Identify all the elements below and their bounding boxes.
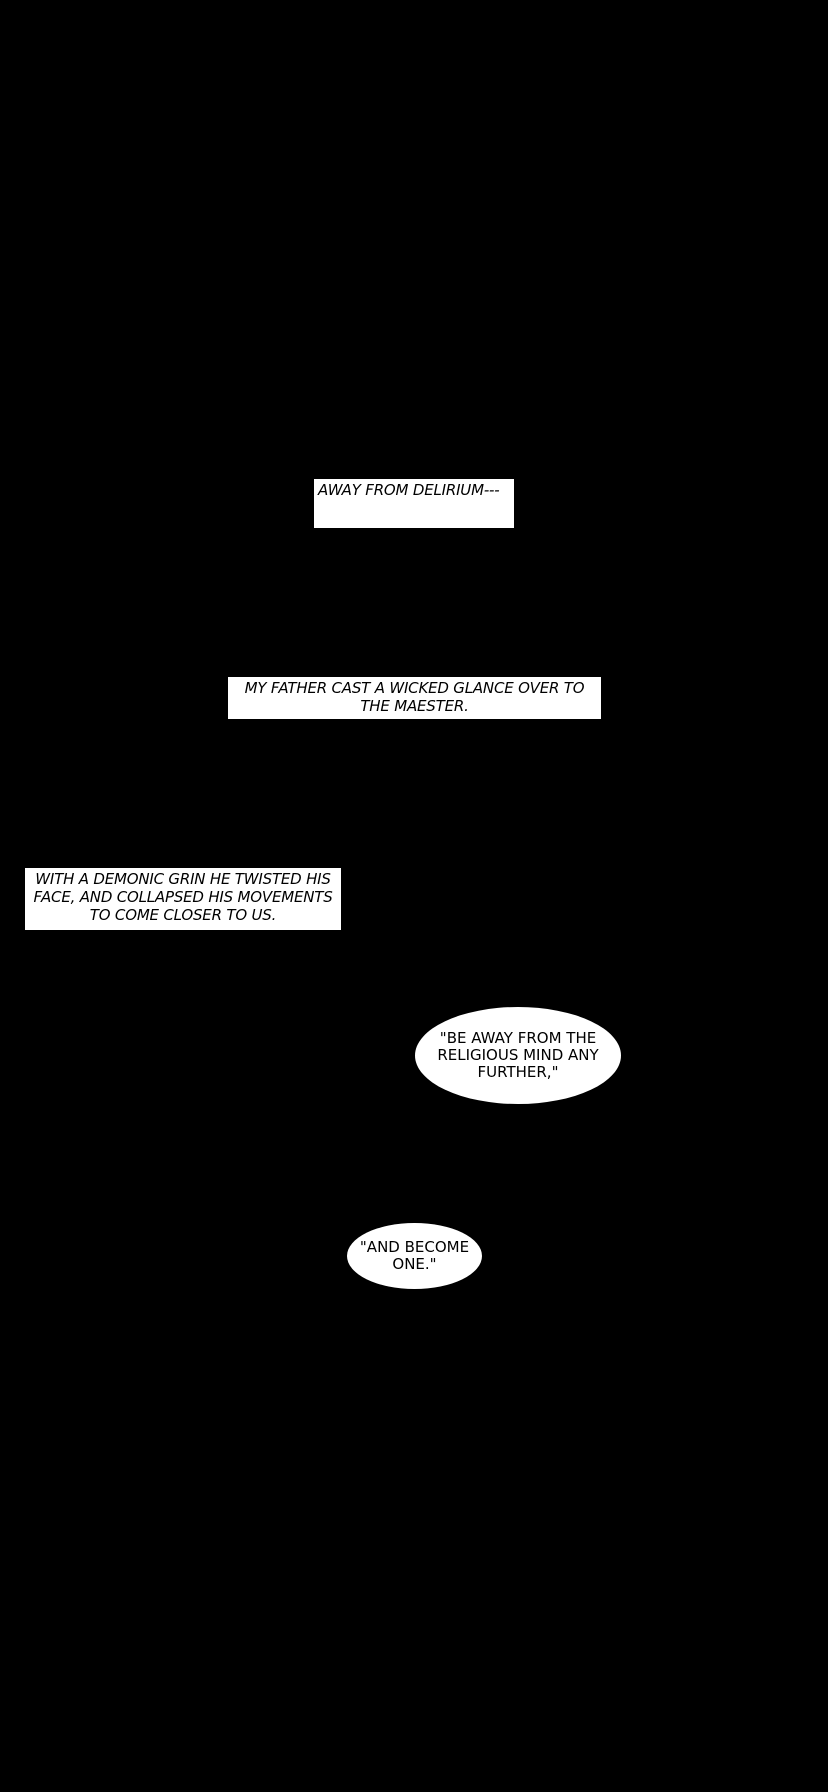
caption-box-demonic-grin	[25, 868, 341, 930]
caption-box-father-glance	[228, 677, 601, 719]
caption-box-away-from-delirium	[314, 479, 514, 528]
caption-text: AWAY FROM DELIRIUM---	[318, 481, 500, 499]
caption-text: WITH A DEMONIC GRIN HE TWISTED HIS FACE, AND COLLAPSED HIS MOVEMENTS TO COME CLOSER TO US.	[33, 870, 333, 924]
speech-text: "AND BECOME ONE."	[359, 1238, 470, 1273]
caption-text: MY FATHER CAST A WICKED GLANCE OVER TO THE MAESTER.	[244, 679, 585, 715]
speech-bubble-religious-mind	[415, 1007, 621, 1104]
speech-bubble-become-one	[347, 1223, 482, 1289]
speech-text: "BE AWAY FROM THE RELIGIOUS MIND ANY FURTHER,"	[437, 1029, 599, 1081]
